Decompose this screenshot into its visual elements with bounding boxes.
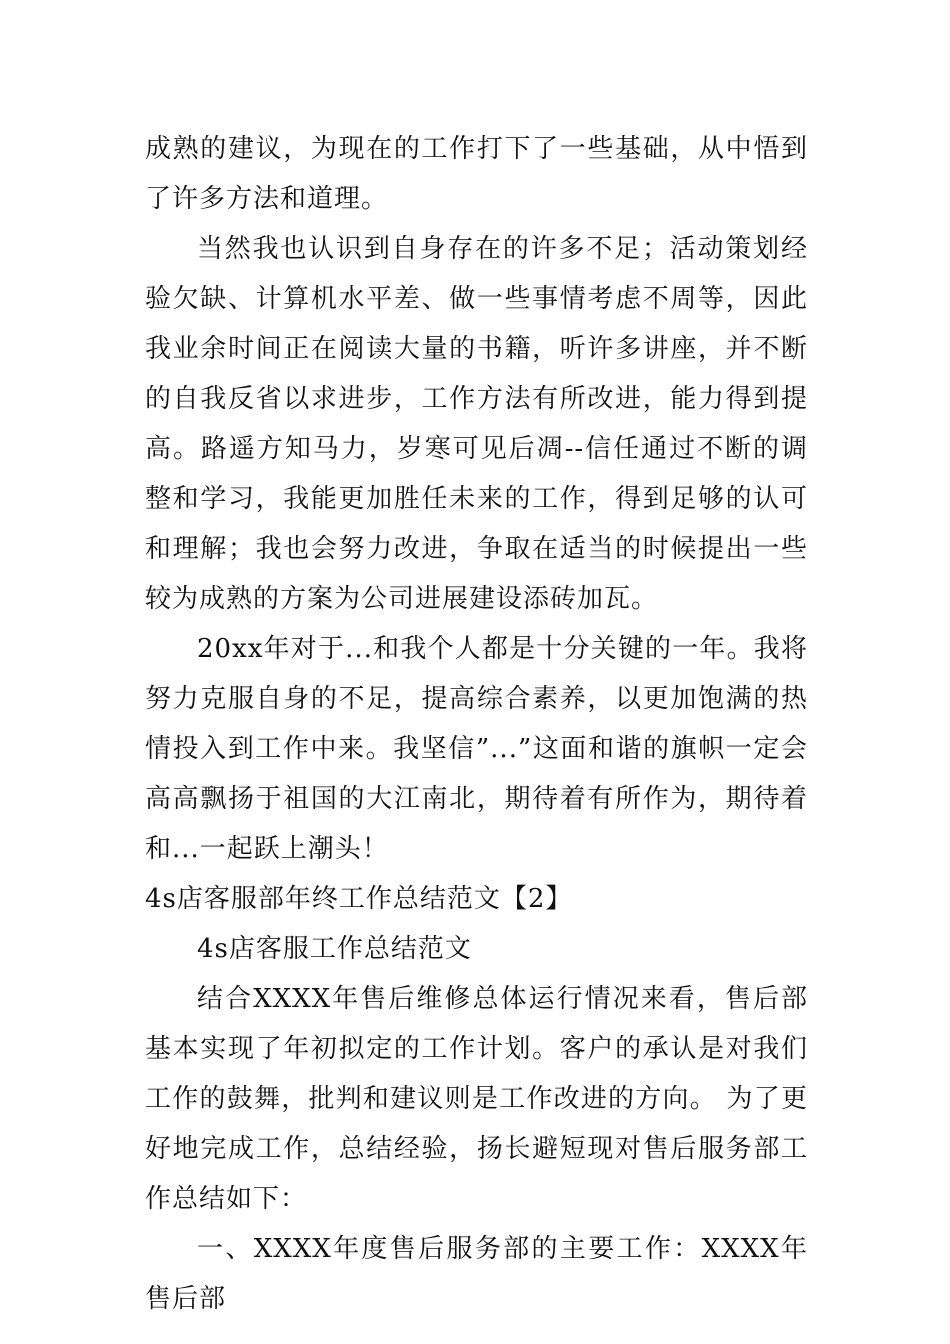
paragraph-continuation: 成熟的建议，为现在的工作打下了一些基础，从中悟到了许多方法和道理。	[145, 134, 808, 214]
section-subtitle: 4s店客服工作总结范文	[197, 934, 472, 964]
section-heading: 4s店客服部年终工作总结范文【2】	[145, 884, 573, 914]
paragraph-year-outlook: 20xx年对于...和我个人都是十分关键的一年。我将努力克服自身的不足，提高综合素养，以更加饱满的热情投入到工作中来。我坚信”...”这面和谐的旗帜一定会高高飘扬于祖国的大江南北，期待着有所作为，期待着和...一起跃上潮头！	[145, 634, 808, 864]
paragraph-summary-intro: 结合XXXX年售后维修总体运行情况来看，售后部基本实现了年初拟定的工作计划。客户的承认是对我们工作的鼓舞，批判和建议则是工作改进的方向。 为了更好地完成工作，总结经验，扬长避短现对售后服务部工作总结如下：	[145, 984, 808, 1214]
paragraph-main-work: 一、XXXX年度售后服务部的主要工作：XXXX年售后部	[145, 1234, 808, 1314]
document-body	[145, 124, 808, 1324]
paragraph-shortcomings: 当然我也认识到自身存在的许多不足；活动策划经验欠缺、计算机水平差、做一些事情考虑不周等，因此我业余时间正在阅读大量的书籍，听许多讲座，并不断的自我反省以求进步，工作方法有所改进，能力得到提高。路遥方知马力，岁寒可见后凋--信任通过不断的调整和学习，我能更加胜任未来的工作，得到足够的认可和理解；我也会努力改进，争取在适当的时候提出一些较为成熟的方案为公司进展建设添砖加瓦。	[145, 234, 808, 614]
